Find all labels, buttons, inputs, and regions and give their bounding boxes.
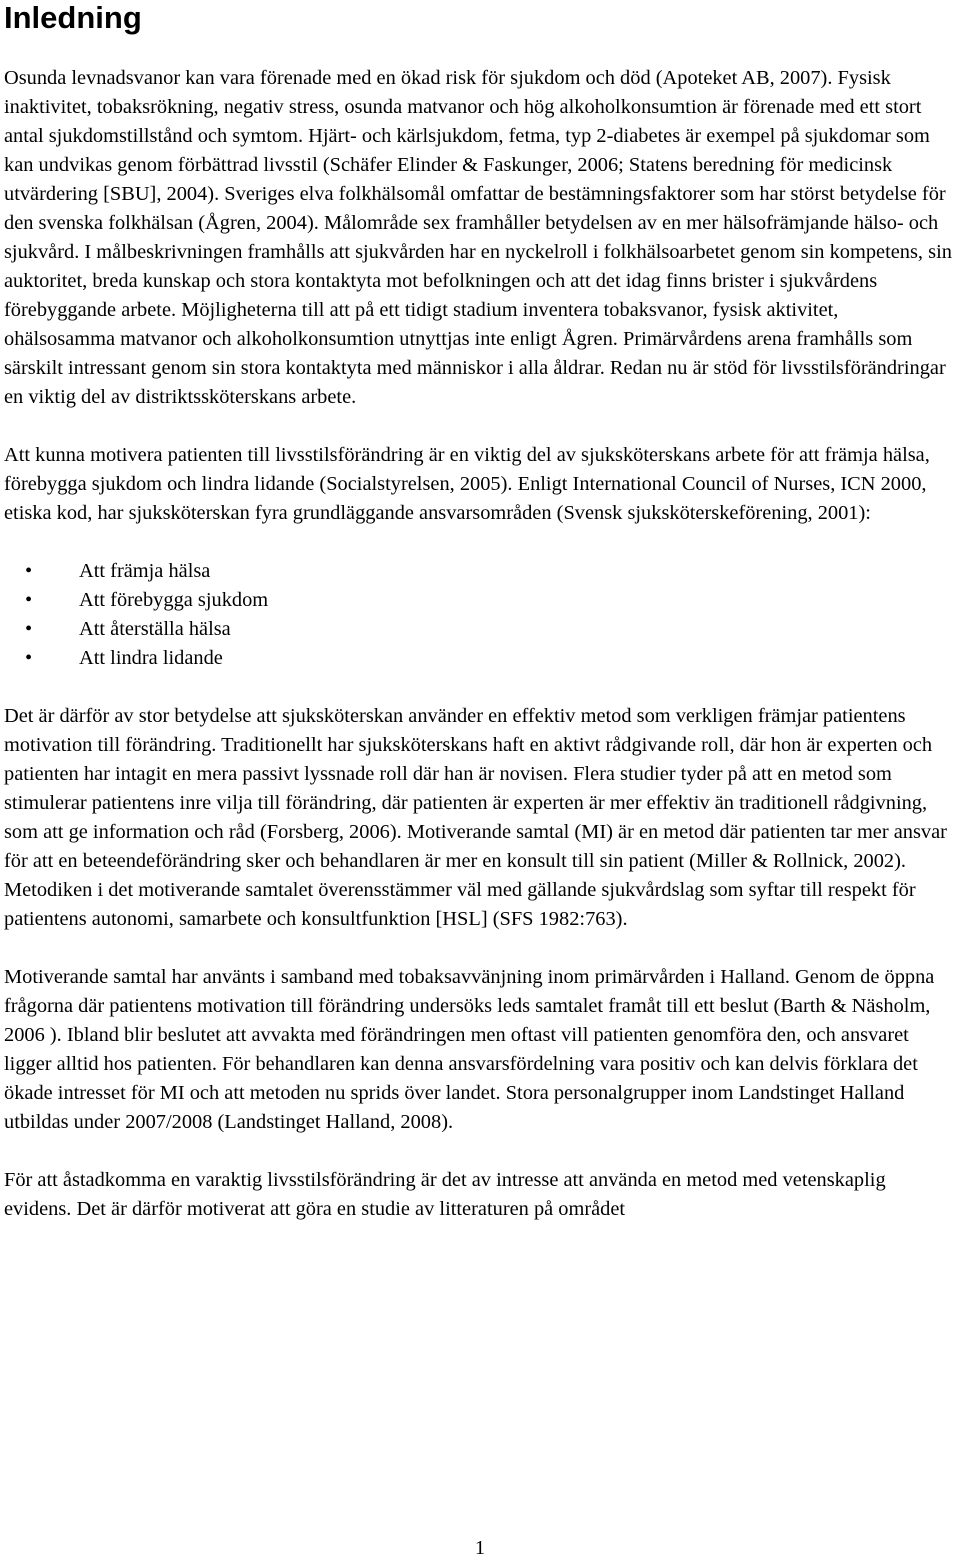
bullet-icon: • [25, 589, 33, 611]
paragraph-intro: Osunda levnadsvanor kan vara förenade med en ökad risk för sjukdom och död (Apoteket AB, 2007). Fysisk inaktivitet, tobaksrökning, negativ stress, osunda matvanor och hög alkoholkonsumtion är förenade med ett stort antal sjukdomstillstånd och symtom. Hjärt- och kärlsjukdom, fetma, typ 2-diabetes är exempel på sjukdomar som kan undvikas genom förbättrad livsstil (Schäfer Elinder & Faskunger, 2006; Statens beredning för medicinsk utvärdering [SBU], 2004). Sveriges elva folkhälsomål omfattar de bestämningsfaktorer som har störst betydelse för den svenska folkhälsan (Ågren, 2004). Målområde sex framhåller betydelsen av en mer hälsofrämjande hälso- och sjukvård. I målbeskrivningen framhålls att sjukvården har en nyckelroll i folkhälsoarbetet genom sin kompetens, sin auktoritet, breda kunskap och stora kontaktyta mot befolkningen och att det idag finns brister i sjukvårdens förebyggande arbete. Möjligheterna till att på ett tidigt stadium inventera tobaksvanor, fysisk aktivitet, ohälsosamma matvanor och alkoholkonsumtion utnyttjas inte enligt Ågren. Primärvårdens arena framhålls som särskilt intressant genom sin stora kontaktyta med människor i alla åldrar. Redan nu är stöd för livsstilsförändringar en viktig del av distriktssköterskans arbete. [4, 67, 952, 408]
paragraph-evidence: För att åstadkomma en varaktig livsstilsförändring är det av intresse att använda en metod med vetenskaplig evidens. Det är därför motiverat att göra en studie av litteraturen på området [4, 1169, 886, 1220]
page-number: 1 [474, 1537, 486, 1559]
paragraph-halland: Motiverande samtal har använts i samband med tobaksavvänjning inom primärvården i Halland. Genom de öppna frågorna där patientens motivation till förändring undersöks leds samtalet framåt till ett beslut (Barth & Näsholm, 2006 ). Ibland blir beslutet att avvakta med förändringen men oftast vill patienten genomföra den, och ansvaret ligger alltid hos patienten. För behandlaren kan denna ansvarsfördelning vara positiv och kan delvis förklara det ökade intresset för MI och att metoden nu sprids över landet. Stora personalgrupper inom Landstinget Halland utbildas under 2007/2008 (Landstinget Halland, 2008). [4, 966, 935, 1133]
section-heading: Inledning [4, 0, 142, 35]
list-item [4, 615, 954, 644]
list-item [4, 644, 954, 673]
list-item-text: Att återställa hälsa [79, 618, 231, 640]
list-item-text: Att lindra lidande [79, 647, 223, 669]
paragraph-method: Det är därför av stor betydelse att sjuksköterskan använder en effektiv metod som verkligen främjar patientens motivation till förändring. Traditionellt har sjuksköterskans haft en aktivt rådgivande roll, där hon är experten och patienten har intagit en mera passivt lyssnade roll där han är novisen. Flera studier tyder på att en metod som stimulerar patientens inre vilja till förändring, där patienten är experten är mer effektiv än traditionell rådgivning, som att ge information och råd (Forsberg, 2006). Motiverande samtal (MI) är en metod där patienten tar mer ansvar för att en beteendeförändring sker och behandlaren är mer en konsult till sin patient (Miller & Rollnick, 2002). Metodiken i det motiverande samtalet överensstämmer väl med gällande sjukvårdslag som syftar till respekt för patientens autonomi, samarbete och konsultfunktion [HSL] (SFS 1982:763). [4, 705, 947, 930]
bullet-icon: • [25, 618, 33, 640]
bullet-icon: • [25, 560, 33, 582]
list-item [4, 557, 954, 586]
list-item-text: Att förebygga sjukdom [79, 589, 269, 611]
list-item [4, 586, 954, 615]
responsibility-list [4, 557, 954, 673]
list-item-text: Att främja hälsa [79, 560, 211, 582]
bullet-icon: • [25, 647, 33, 669]
document-page [4, 0, 954, 1224]
paragraph-motivation: Att kunna motivera patienten till livsstilsförändring är en viktig del av sjuksköterskans arbete för att främja hälsa, förebygga sjukdom och lindra lidande (Socialstyrelsen, 2005). Enligt International Council of Nurses, ICN 2000, etiska kod, har sjuksköterskan fyra grundläggande ansvarsområden (Svensk sjuksköterskeförening, 2001): [4, 444, 930, 524]
